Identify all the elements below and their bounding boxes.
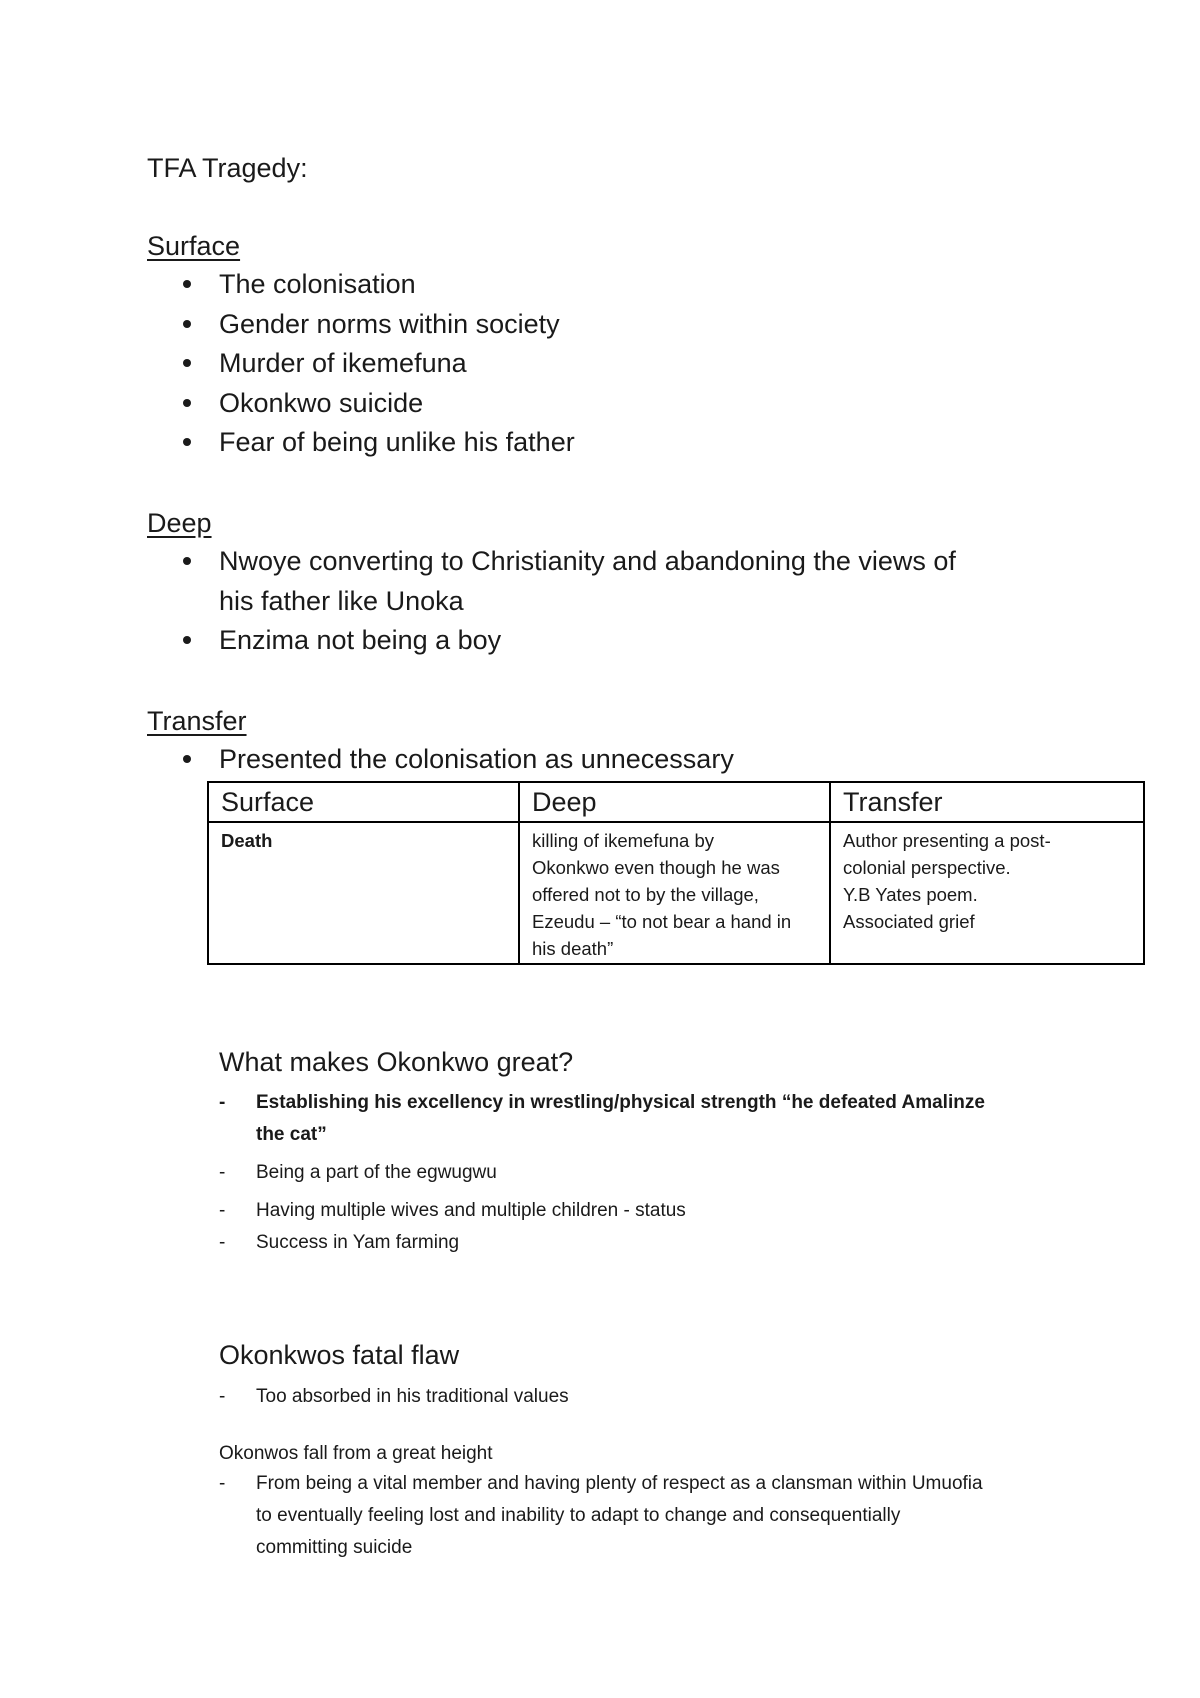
surface-list (147, 265, 575, 463)
dash-marker: - (219, 1200, 226, 1221)
list-item: Murder of ikemefuna (147, 344, 575, 384)
table-header-deep: Deep (519, 782, 830, 822)
fall-list (219, 1468, 1099, 1564)
bullet-icon (183, 320, 191, 328)
bullet-icon (183, 280, 191, 288)
dash-marker: - (219, 1232, 226, 1253)
list-item: - Success in Yam farming (219, 1227, 1099, 1259)
list-item: Nwoye converting to Christianity and abandoning the views of his father like Unoka (147, 542, 956, 621)
greatness-list (219, 1087, 1099, 1259)
dash-marker: - (219, 1092, 226, 1113)
table-header-transfer: Transfer (830, 782, 1144, 822)
table-cell-surface: Death (208, 822, 519, 964)
bullet-icon (183, 557, 191, 565)
list-item: - Having multiple wives and multiple children - status (219, 1195, 1099, 1227)
analysis-table (207, 781, 1145, 965)
list-item: - Too absorbed in his traditional values (219, 1381, 1099, 1413)
fall-heading: Okonwos fall from a great height (219, 1443, 493, 1464)
bullet-icon (183, 399, 191, 407)
list-item: Gender norms within society (147, 305, 575, 345)
list-item: Presented the colonisation as unnecessary (147, 740, 734, 780)
deep-heading: Deep (147, 508, 212, 538)
table-cell-transfer: Author presenting a post- colonial perspective. Y.B Yates poem. Associated grief (830, 822, 1144, 964)
list-item: - From being a vital member and having plenty of respect as a clansman within Umuofia to eventually feeling lost and inability to adapt to change and consequentially committing suicide (219, 1468, 1099, 1564)
deep-list (147, 542, 956, 661)
bullet-icon (183, 438, 191, 446)
dash-marker: - (219, 1162, 226, 1183)
list-item: The colonisation (147, 265, 575, 305)
greatness-heading: What makes Okonkwo great? (219, 1047, 574, 1077)
list-item: Enzima not being a boy (147, 621, 956, 661)
fatal-flaw-heading: Okonkwos fatal flaw (219, 1340, 460, 1370)
dash-marker: - (219, 1386, 226, 1407)
transfer-list (147, 740, 734, 780)
table-header-surface: Surface (208, 782, 519, 822)
list-item: Fear of being unlike his father (147, 423, 575, 463)
list-item: - Establishing his excellency in wrestling/physical strength “he defeated Amalinze the cat” (219, 1087, 1099, 1151)
page-title: TFA Tragedy: (147, 153, 308, 183)
table-cell-deep: killing of ikemefuna by Okonkwo even though he was offered not to by the village, Ezeudu – “to not bear a hand in his death” (519, 822, 830, 964)
list-item: - Being a part of the egwugwu (219, 1157, 1099, 1189)
table-header-row (208, 782, 1144, 822)
bullet-icon (183, 636, 191, 644)
transfer-heading: Transfer (147, 706, 247, 736)
table-row (208, 822, 1144, 964)
dash-marker: - (219, 1473, 226, 1494)
list-item: Okonkwo suicide (147, 384, 575, 424)
surface-heading: Surface (147, 231, 241, 261)
fatal-flaw-list (219, 1381, 1099, 1413)
bullet-icon (183, 359, 191, 367)
bullet-icon (183, 755, 191, 763)
